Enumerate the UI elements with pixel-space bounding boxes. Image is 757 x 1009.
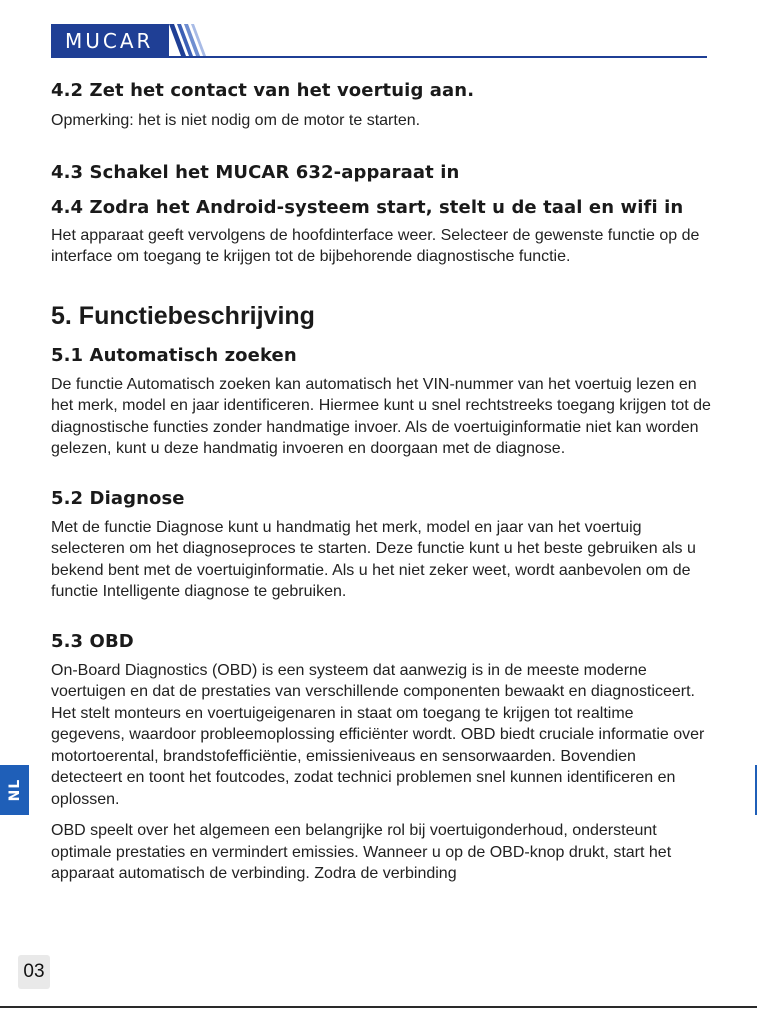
section-4-2-heading: 4.2 Zet het contact van het voertuig aan.: [51, 80, 475, 101]
header-divider: [51, 56, 707, 58]
section-4-3-heading: 4.3 Schakel het MUCAR 632-apparaat in: [51, 161, 460, 183]
section-5-2-heading: 5.2 Diagnose: [51, 487, 185, 509]
logo-badge: [51, 24, 169, 56]
section-4-4-body: Het apparaat geeft vervolgens de hoofdinterface weer. Selecteer de gewenste functie op de interface om toegang te krijgen tot de bijbehorende diagnostische functie.: [51, 226, 700, 265]
section-5-1-body: De functie Automatisch zoeken kan automatisch het VIN-nummer van het voertuig lezen en het merk, model en jaar identificeren. Hiermee kunt u snel rechtstreeks toegang krijgen tot de diagnostische functies zonder handmatige invoer. Als de voertuiginformatie niet kan worden gelezen, kunt u deze handmatig invoeren en doorgaan met de diagnose.: [51, 375, 711, 457]
section-5-2-body: Met de functie Diagnose kunt u handmatig het merk, model en jaar van het voertuig selecteren om het diagnoseproces te starten. Deze functie kunt u het beste gebruiken als u bekend bent met de voertuiginformatie. Als u het niet zeker weet, wordt aanbevolen om de functie Intelligente diagnose te gebruiken.: [51, 518, 696, 600]
chapter-5-heading: 5. Functiebeschrijving: [51, 301, 315, 330]
language-tab: [0, 765, 29, 815]
section-5-1-heading: 5.1 Automatisch zoeken: [51, 344, 297, 366]
section-5-3-body-2: OBD speelt over het algemeen een belangrijke rol bij voertuigonderhoud, ondersteunt optimale prestaties en vermindert emissies. Wanneer u op de OBD-knop drukt, start het apparaat automatisch de verbinding. Zodra de verbinding: [51, 822, 672, 882]
footer-divider: [0, 1006, 757, 1008]
brand-logo: [51, 22, 211, 58]
section-5-3-heading: 5.3 OBD: [51, 630, 134, 652]
page-content: [51, 70, 711, 885]
page-number: 03: [18, 955, 50, 989]
language-code: NL: [6, 778, 23, 802]
logo-stripes-icon: [169, 24, 211, 56]
section-4-2-note: Opmerking: het is niet nodig om de motor te starten.: [51, 112, 421, 129]
section-4-4-heading: 4.4 Zodra het Android-systeem start, stelt u de taal en wifi in: [51, 196, 684, 218]
section-5-3-body-1: On-Board Diagnostics (OBD) is een systeem dat aanwezig is in de meeste moderne voertuigen en dat de prestaties van verschillende componenten bewaakt en diagnosticeert. Het stelt monteurs en voertuigeigenaren in staat om toegang te krijgen tot realtime gegevens, waardoor probleemoplossing efficiënter wordt. OBD biedt cruciale informatie over motortoerental, brandstofefficiëntie, emissieniveaus en sensorwaarden. Bovendien detecteert en toont het foutcodes, zodat technici problemen snel kunnen identificeren en oplossen.: [51, 661, 705, 808]
logo-text: MUCAR: [65, 29, 154, 53]
